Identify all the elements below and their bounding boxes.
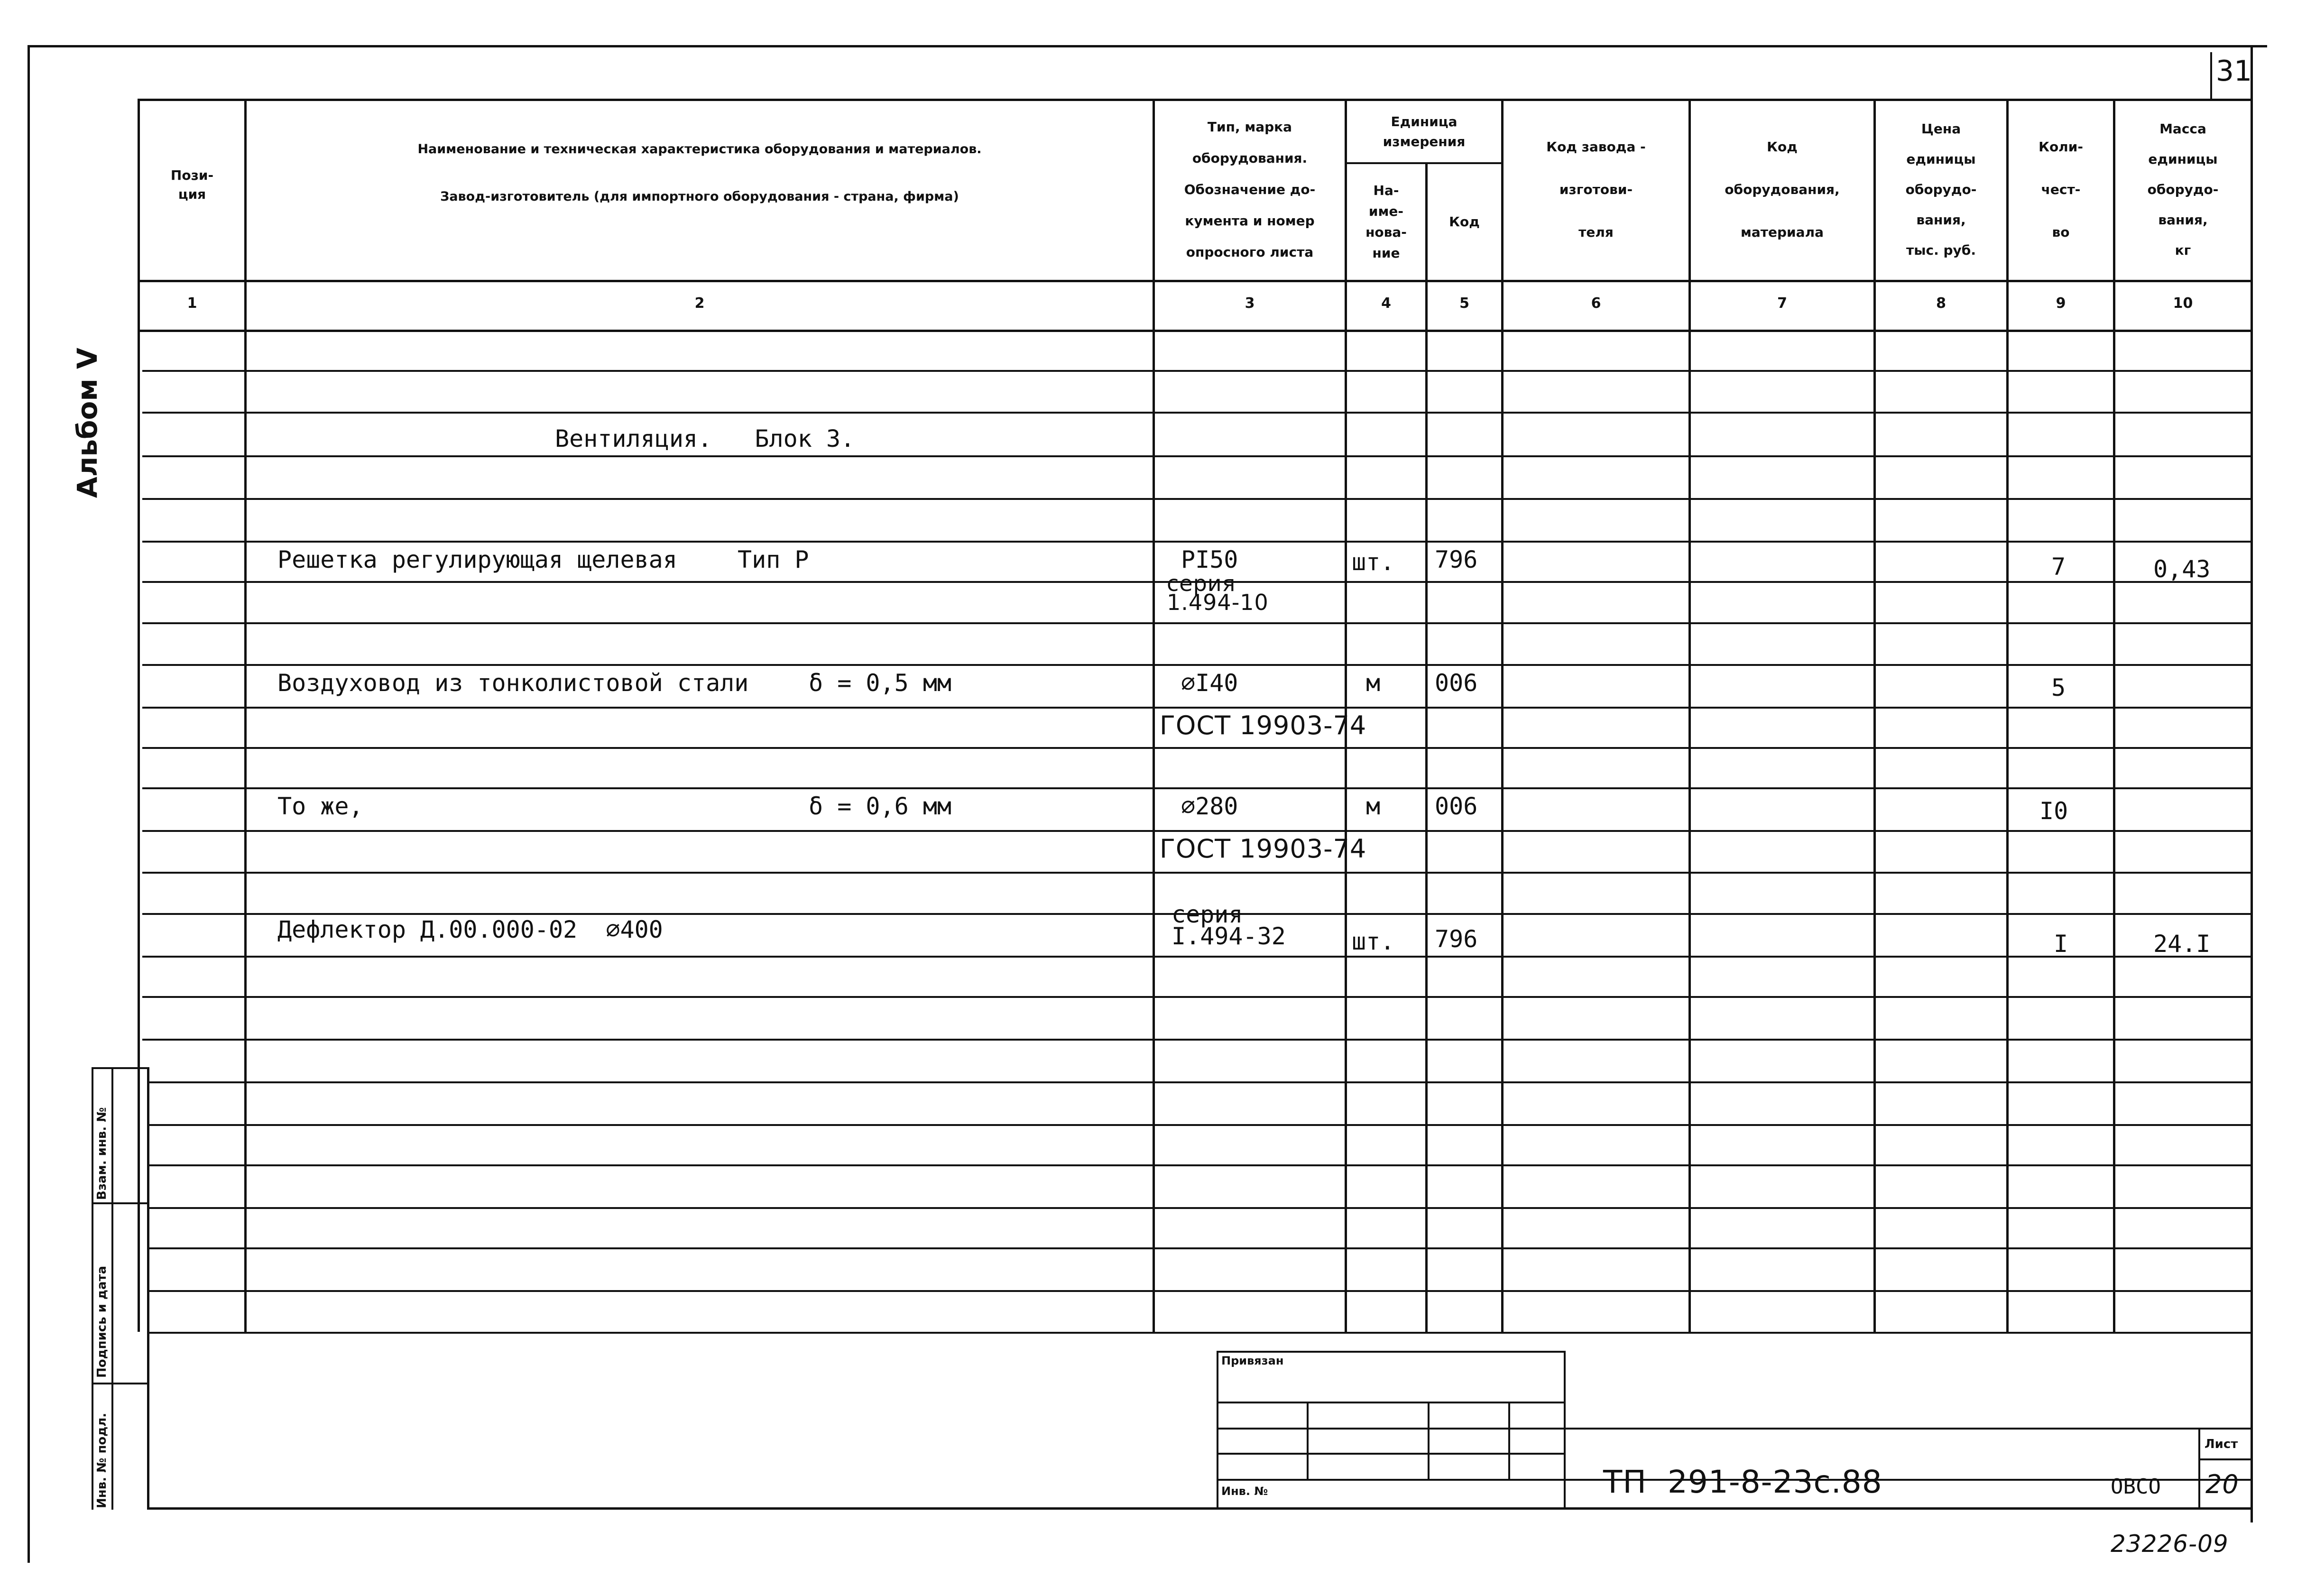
col-line-1 [244, 99, 247, 1332]
header-quantity: Коли- чест- во [2039, 139, 2083, 240]
col-num-7: 7 [1777, 295, 1787, 312]
section-title: Вентиляция. Блок 3. [555, 425, 855, 452]
col-line-8 [2006, 99, 2009, 1332]
row-line [142, 455, 2251, 457]
row1-qty: 7 [2051, 553, 2066, 581]
row-line [142, 872, 2251, 874]
numbers-bottom [138, 330, 2251, 332]
section-code: ОВСО [2111, 1475, 2161, 1499]
col-line-7 [1873, 99, 1876, 1332]
sheet-number: 20 [2205, 1469, 2239, 1499]
stamp-v-3 [1508, 1402, 1510, 1480]
col-num-4: 4 [1381, 295, 1391, 312]
table-top [138, 99, 2251, 101]
row-line [142, 787, 2251, 789]
row3-qty: I0 [2039, 797, 2068, 825]
sheet-box-left [2198, 1428, 2200, 1508]
row3-unit-code: 006 [1435, 793, 1478, 820]
album-label: Альбом V [71, 348, 103, 498]
row-line [142, 1039, 2251, 1041]
side-stamp-line-1 [92, 1202, 148, 1204]
side-replace-inv: Взам. инв. № [95, 1107, 109, 1200]
row-line [142, 747, 2251, 749]
header-unit-price: Цена единицы оборудо- вания, тыс. руб. [1905, 121, 1977, 258]
row-line [142, 541, 2251, 543]
side-stamp-top [92, 1067, 148, 1069]
row-line [149, 1290, 2251, 1292]
row1-type: Тип Р [738, 546, 809, 573]
row2-name: Воздуховод из тонколистовой стали [277, 669, 749, 697]
header-equipment-code: Код оборудования, материала [1725, 139, 1840, 240]
header-type-mark: Тип, марка оборудования. Обозначение до- кумента и номер опросного листа [1184, 119, 1316, 260]
row4-unit-code: 796 [1435, 925, 1478, 953]
col-num-5: 5 [1459, 295, 1469, 312]
row-line [142, 622, 2251, 624]
row2-mark: ∅I40 [1181, 669, 1238, 697]
row2-unit-code: 006 [1435, 669, 1478, 697]
stamp-line-3 [1217, 1453, 1565, 1455]
row4-mark-doc: серия I.494-32 [1172, 901, 1286, 950]
row-line [142, 956, 2251, 958]
row1-name: Решетка регулирующая щелевая [277, 546, 677, 573]
header-unit-code: Код [1449, 213, 1480, 230]
col-num-1: 1 [187, 295, 197, 312]
stamp-left [1217, 1351, 1218, 1509]
stamp-line-1 [1217, 1402, 1565, 1403]
side-stamp-right [147, 1067, 149, 1510]
row-line [149, 1081, 2251, 1083]
frame-right-line [2251, 45, 2253, 1522]
col-line-0 [138, 99, 140, 1332]
col-num-8: 8 [1936, 295, 1946, 312]
col-line-9 [2113, 99, 2115, 1332]
side-stamp-line-2 [92, 1383, 148, 1384]
sheet-label: Лист [2205, 1437, 2238, 1451]
stamp-v-2 [1428, 1402, 1430, 1480]
row-line [149, 1207, 2251, 1209]
row2-doc: ГОСТ 19903-74 [1160, 710, 1367, 740]
unit-group-divider [1345, 162, 1501, 164]
header-unit-name: На- име- нова- ние [1365, 182, 1407, 261]
document-code: ТП 291-8-23с.88 [1603, 1464, 1882, 1500]
header-name-line1: Наименование и техническая характеристика оборудования и материалов. [417, 142, 982, 157]
row3-doc: ГОСТ 19903-74 [1160, 834, 1367, 864]
header-name-line2: Завод-изготовитель (для импортного оборудования - страна, фирма) [440, 189, 959, 204]
header-unit-group: Единица измерения [1383, 113, 1466, 149]
stamp-right [1564, 1351, 1566, 1509]
side-stamp-mid [111, 1067, 113, 1510]
page-number-box-left [2210, 52, 2212, 100]
row-line [142, 370, 2251, 372]
stamp-line-2 [1217, 1428, 1565, 1430]
stamp-inv-label: Инв. № [1221, 1485, 1268, 1498]
col-num-2: 2 [694, 295, 705, 312]
frame-top-line [28, 45, 2267, 47]
side-orig-inv: Инв. № подл. [95, 1412, 109, 1508]
row4-name: Дефлектор Д.00.000-02 ∅400 [277, 916, 663, 943]
row1-unit: шт. [1352, 548, 1395, 576]
bottom-code: 23226-09 [2111, 1530, 2229, 1558]
row-line [142, 996, 2251, 998]
header-bottom [138, 280, 2251, 282]
row3-mark: ∅280 [1181, 793, 1238, 820]
row1-unit-code: 796 [1435, 546, 1478, 573]
row2-qty: 5 [2051, 674, 2066, 701]
row1-mass: 0,43 [2153, 555, 2211, 583]
frame-left-line [28, 45, 30, 1563]
row-line [142, 412, 2251, 414]
row4-unit: шт. [1352, 928, 1395, 955]
stamp-ext-line [1564, 1428, 2251, 1430]
row1-mark: РI50 [1181, 546, 1238, 573]
row3-name: То же, [277, 793, 363, 820]
row-line [149, 1124, 2251, 1126]
col-num-10: 10 [2173, 295, 2193, 312]
row-line [142, 664, 2251, 666]
stamp-top [1217, 1351, 1565, 1353]
col-num-6: 6 [1591, 295, 1601, 312]
header-position: Пози- ция [170, 167, 214, 202]
col-line-2 [1153, 99, 1155, 1332]
col-num-9: 9 [2056, 295, 2066, 312]
row4-mass: 24.I [2153, 930, 2211, 958]
row3-thickness: δ = 0,6 мм [809, 793, 952, 820]
header-unit-mass: Масса единицы оборудо- вания, кг [2147, 121, 2219, 258]
row2-thickness: δ = 0,5 мм [809, 669, 952, 697]
row-line [149, 1332, 2251, 1334]
row-line [142, 707, 2251, 709]
row4-qty: I [2054, 930, 2068, 958]
sheet-box-mid [2198, 1458, 2251, 1460]
row-line [142, 830, 2251, 832]
row1-doc: серия 1.494-10 [1167, 571, 1269, 615]
side-stamp-left [92, 1067, 93, 1510]
row-line [149, 1247, 2251, 1249]
col-line-6 [1688, 99, 1691, 1332]
row-line [142, 498, 2251, 500]
row3-unit: м [1366, 793, 1381, 820]
stamp-bottom [147, 1507, 2253, 1510]
row-line [149, 1164, 2251, 1166]
stamp-bound-label: Привязан [1221, 1354, 1284, 1367]
col-num-3: 3 [1245, 295, 1255, 312]
row2-unit: м [1366, 669, 1381, 697]
col-line-5 [1501, 99, 1504, 1332]
header-plant-code: Код завода - изготови- теля [1546, 139, 1646, 240]
col-line-4 [1425, 162, 1428, 1332]
side-sign-date: Подпись и дата [95, 1265, 109, 1378]
page-number: 31 [2215, 55, 2252, 88]
stamp-v-1 [1307, 1402, 1309, 1480]
